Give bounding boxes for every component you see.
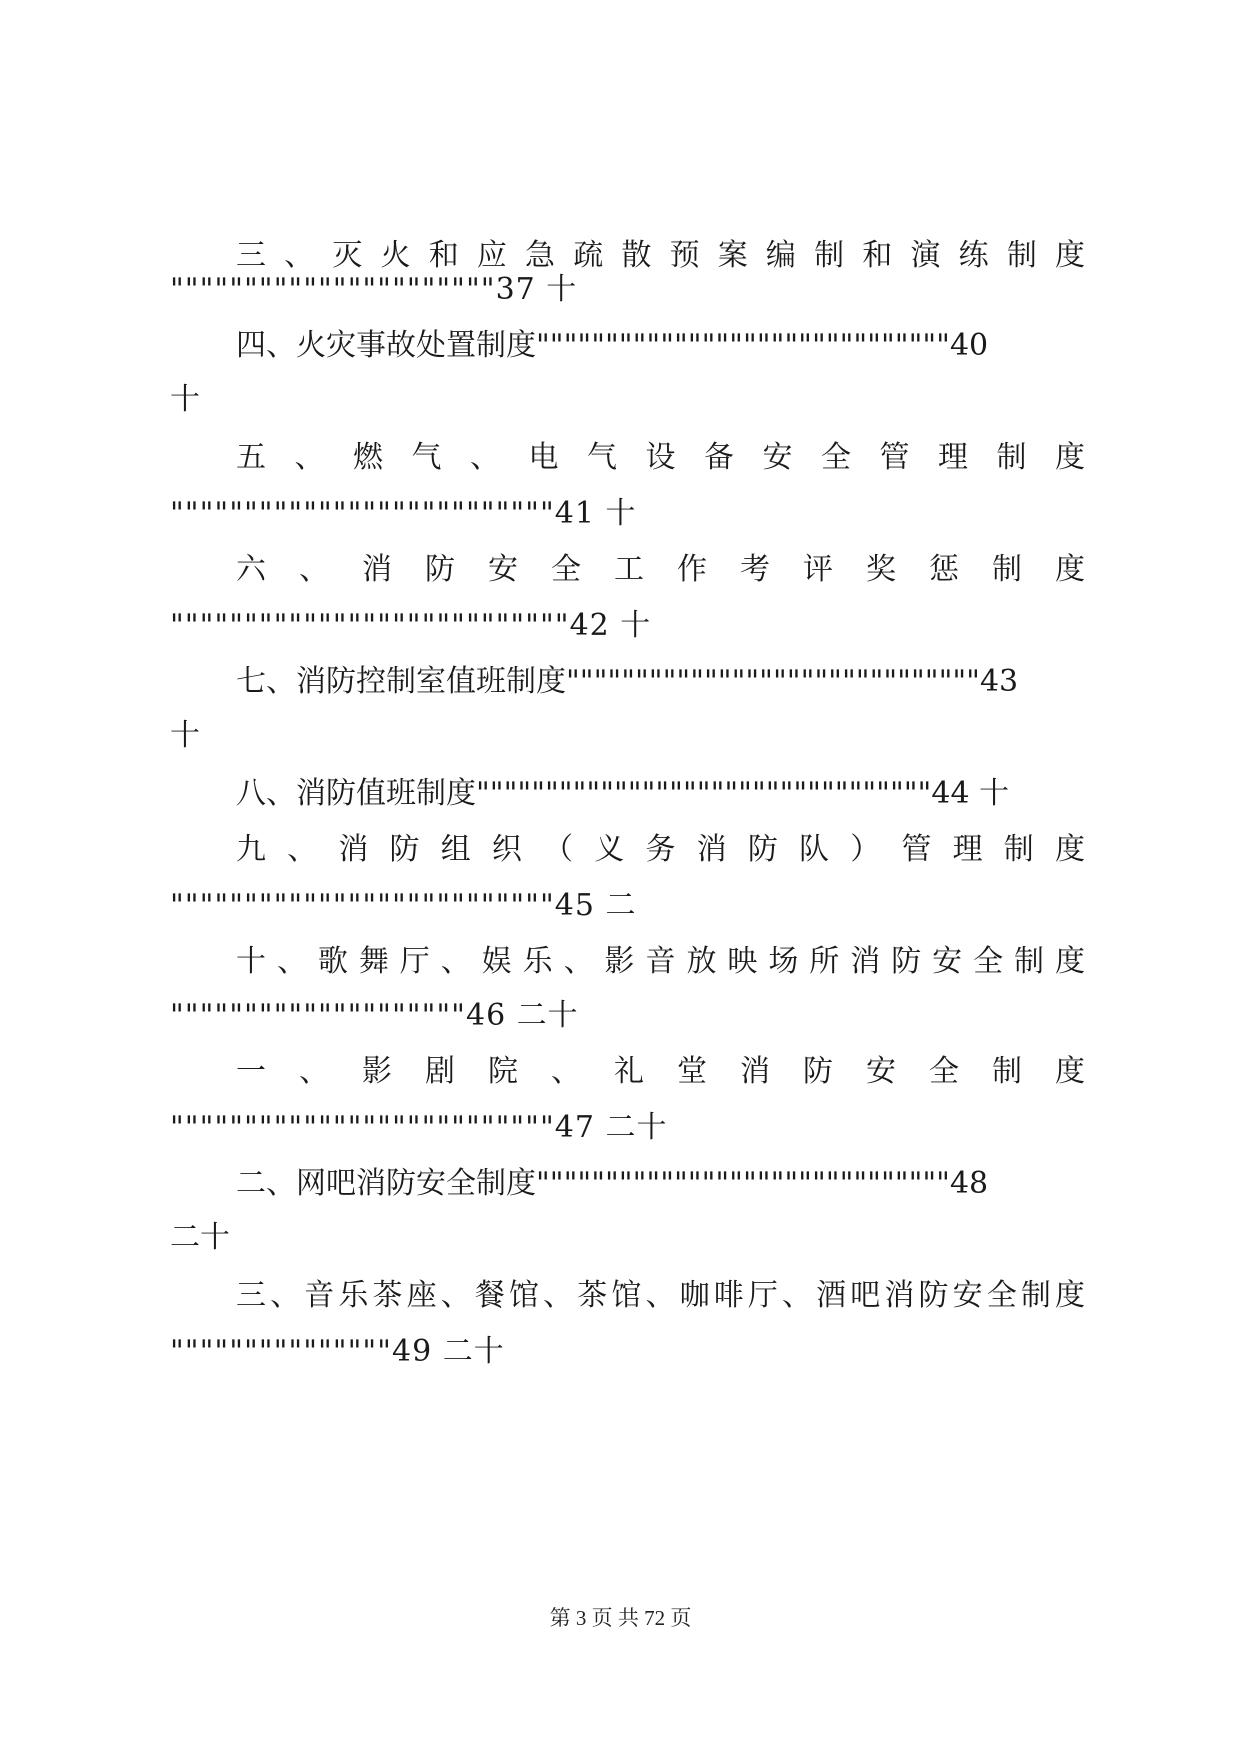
toc-entry-volunteer-brigade: 九 、 消 防 组 织 （ 义 务 消 防 队 ） 管 理 制 度 <box>236 832 1085 867</box>
toc-entry-entertainment-venues: 十 、 歌 舞 厅 、 娱 乐 、 影 音 放 映 场 所 消 防 安 全 制 度 <box>236 944 1085 979</box>
toc-entry-evaluation-rewards-page: """""""""""""""""""""""""""42 十 <box>170 608 652 643</box>
toc-entry-volunteer-brigade-page: """"""""""""""""""""""""""45 二 <box>170 888 637 923</box>
toc-entry-evaluation-rewards: 六 、 消 防 安 全 工 作 考 评 奖 惩 制 度 <box>236 552 1085 587</box>
toc-entry-theaters-halls-page: """"""""""""""""""""""""""47 二十 <box>170 1110 668 1145</box>
toc-entry-internet-cafe: 二、网吧消防安全制度""""""""""""""""""""""""""""""48 <box>236 1166 989 1201</box>
toc-entry-entertainment-venues-page: """"""""""""""""""""46 二十 <box>170 998 579 1033</box>
toc-entry-fire-accident-handling: 四、火灾事故处置制度""""""""""""""""""""""""""""""40 <box>236 328 989 363</box>
toc-entry-restaurants-bars: 三、音乐茶座、餐馆、茶馆、咖啡厅、酒吧消防安全制度 <box>236 1278 1085 1313</box>
toc-entry-theaters-halls: 一 、 影 剧 院 、 礼 堂 消 防 安 全 制 度 <box>236 1054 1085 1089</box>
page-footer: 第 3 页 共 72 页 <box>549 1606 692 1630</box>
toc-entry-fire-duty: 八、消防值班制度"""""""""""""""""""""""""""""""""44 十 <box>236 776 1010 811</box>
toc-entry-fire-drill-plan-page: """"""""""""""""""""""37 十 <box>170 272 578 307</box>
toc-entry-fire-drill-plan: 三 、 灭 火 和 应 急 疏 散 预 案 编 制 和 演 练 制 度 <box>236 238 1085 273</box>
toc-entry-control-room-duty-cont: 十 <box>170 718 200 753</box>
toc-entry-gas-electrical-safety-page: """"""""""""""""""""""""""41 十 <box>170 496 637 531</box>
toc-entry-restaurants-bars-page: """""""""""""""49 二十 <box>170 1334 505 1369</box>
toc-entry-fire-accident-handling-cont: 十 <box>170 382 200 417</box>
toc-entry-internet-cafe-cont: 二十 <box>170 1220 230 1255</box>
toc-entry-control-room-duty: 七、消防控制室值班制度""""""""""""""""""""""""""""""43 <box>236 664 1019 699</box>
toc-entry-gas-electrical-safety: 五 、 燃 气 、 电 气 设 备 安 全 管 理 制 度 <box>236 440 1085 475</box>
